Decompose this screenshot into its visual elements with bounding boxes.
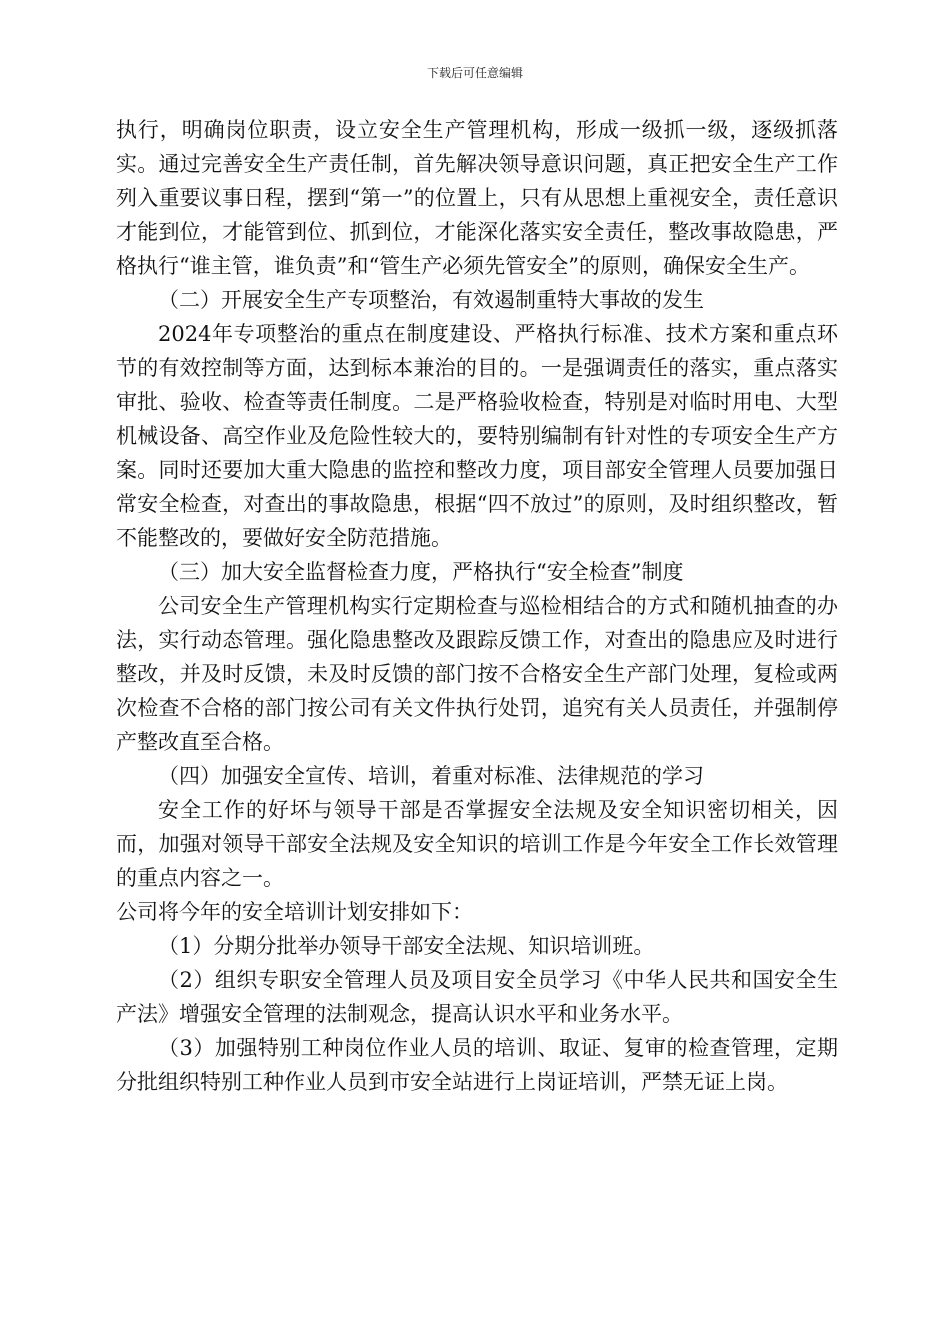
list-item-2: （2）组织专职安全管理人员及项目安全员学习《中华人民共和国安全生产法》增强安全管理的法制观念，提高认识水平和业务水平。 — [116, 968, 838, 1026]
section-heading-3: （三）加大安全监督检查力度，严格执行“安全检查”制度 — [158, 560, 684, 584]
paragraph-continuation: 执行，明确岗位职责，设立安全生产管理机构，形成一级抓一级，逐级抓落实。通过完善安全生产责任制，首先解决领导意识问题，真正把安全生产工作列入重要议事日程，摆到“第一”的位置上，只有从思想上重视安全，责任意识才能到位，才能管到位、抓到位，才能深化落实安全责任，整改事故隐患，严格执行“谁主管，谁负责”和“管生产必须先管安全”的原则，确保安全生产。 — [116, 118, 838, 278]
paragraph-training: 安全工作的好坏与领导干部是否掌握安全法规及安全知识密切相关，因而，加强对领导干部安全法规及安全知识的培训工作是今年安全工作长效管理的重点内容之一。 — [116, 798, 838, 890]
document-body — [116, 113, 838, 1099]
paragraph-special-rectification: 2024年专项整治的重点在制度建设、严格执行标准、技术方案和重点环节的有效控制等方面，达到标本兼治的目的。一是强调责任的落实，重点落实审批、验收、检查等责任制度。二是严格验收检查，特别是对临时用电、大型机械设备、高空作业及危险性较大的，要特别编制有针对性的专项安全生产方案。同时还要加大重大隐患的监控和整改力度，项目部安全管理人员要加强日常安全检查，对查出的事故隐患，根据“四不放过”的原则，及时组织整改，暂不能整改的，要做好安全防范措施。 — [116, 322, 838, 550]
section-heading-4: （四）加强安全宣传、培训，着重对标准、法律规范的学习 — [158, 764, 704, 788]
list-item-3: （3）加强特别工种岗位作业人员的培训、取证、复审的检查管理，定期分批组织特别工种作业人员到市安全站进行上岗证培训，严禁无证上岗。 — [116, 1036, 838, 1094]
section-heading-2: （二）开展安全生产专项整治，有效遏制重特大事故的发生 — [158, 288, 704, 312]
page-header: 下载后可任意编辑 — [426, 66, 523, 80]
list-item-1: （1）分期分批举办领导干部安全法规、知识培训班。 — [158, 934, 655, 958]
paragraph-inspection: 公司安全生产管理机构实行定期检查与巡检相结合的方式和随机抽查的办法，实行动态管理。强化隐患整改及跟踪反馈工作，对查出的隐患应及时进行整改，并及时反馈，未及时反馈的部门按不合格安全生产部门处理，复检或两次检查不合格的部门按公司有关文件执行处罚，追究有关人员责任，并强制停产整改直至合格。 — [116, 594, 838, 754]
paragraph-training-plan-intro: 公司将今年的安全培训计划安排如下： — [116, 900, 473, 924]
